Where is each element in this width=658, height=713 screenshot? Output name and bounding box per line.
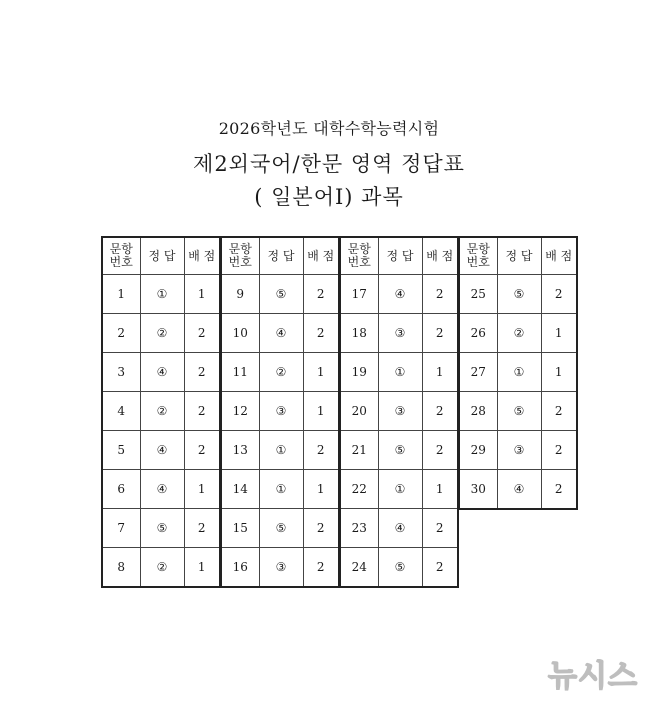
table-row [102,548,220,588]
score-header: 배 점 [541,237,577,275]
score-cell: 1 [303,470,339,509]
exam-year-title: 2026학년도 대학수학능력시험 [218,119,440,138]
score-cell: 2 [184,509,220,548]
question-number-cell: 5 [102,431,140,470]
question-number-cell: 17 [340,275,378,314]
score-header: 배 점 [303,237,339,275]
question-number-cell: 27 [459,353,497,392]
question-number-cell: 4 [102,392,140,431]
answer-cell: ② [140,392,184,431]
table-row [340,353,458,392]
table-row [340,314,458,353]
score-cell: 2 [422,314,458,353]
table-row [221,431,339,470]
answer-header: 정 답 [259,237,303,275]
question-number-cell: 30 [459,470,497,510]
answer-cell: ④ [140,470,184,509]
question-number-cell: 19 [340,353,378,392]
table-row [340,470,458,509]
score-cell: 1 [303,392,339,431]
table-row [221,275,339,314]
score-cell: 2 [541,431,577,470]
answer-cell: ③ [378,314,422,353]
question-number-cell: 11 [221,353,259,392]
question-number-cell: 18 [340,314,378,353]
answer-cell: ① [378,353,422,392]
score-cell: 2 [303,431,339,470]
table-row [102,353,220,392]
table-header-row [340,237,458,275]
table-row [221,314,339,353]
question-number-cell: 13 [221,431,259,470]
table-header-row [221,237,339,275]
answer-table-block-1 [101,236,221,588]
table-row [459,314,577,353]
newsis-watermark: 뉴시스 [548,659,638,694]
question-number-header [102,237,140,275]
answer-header: 정 답 [378,237,422,275]
answer-cell: ① [378,470,422,509]
answer-cell: ⑤ [259,275,303,314]
header-label: 번호 [109,255,133,269]
table-row [459,392,577,431]
answer-cell: ④ [378,275,422,314]
score-cell: 2 [422,431,458,470]
question-number-header [221,237,259,275]
table-row [221,392,339,431]
answer-cell: ⑤ [378,548,422,588]
question-number-cell: 14 [221,470,259,509]
question-number-cell: 28 [459,392,497,431]
answer-cell: ⑤ [140,509,184,548]
answer-cell: ④ [140,431,184,470]
question-number-cell: 7 [102,509,140,548]
header-label: 번호 [347,255,371,269]
answer-cell: ③ [497,431,541,470]
score-cell: 2 [541,392,577,431]
header-label: 문항 [466,242,490,256]
table-row [102,509,220,548]
table-row [459,470,577,510]
answer-header: 정 답 [140,237,184,275]
question-number-cell: 15 [221,509,259,548]
table-row [459,353,577,392]
score-cell: 1 [303,353,339,392]
table-row [340,392,458,431]
answer-table-block-2 [220,236,340,588]
question-number-cell: 1 [102,275,140,314]
table-row [102,275,220,314]
table-row [102,392,220,431]
score-cell: 2 [184,314,220,353]
question-number-cell: 3 [102,353,140,392]
answer-cell: ② [140,314,184,353]
table-header-row [459,237,577,275]
answer-cell: ⑤ [497,275,541,314]
score-cell: 2 [184,431,220,470]
answer-cell: ② [497,314,541,353]
score-cell: 2 [422,392,458,431]
score-cell: 2 [541,470,577,510]
answer-table-block-3 [339,236,459,588]
header-label: 문항 [228,242,252,256]
question-number-cell: 23 [340,509,378,548]
answer-cell: ④ [259,314,303,353]
question-number-cell: 10 [221,314,259,353]
score-cell: 1 [541,353,577,392]
question-number-cell: 2 [102,314,140,353]
question-number-cell: 16 [221,548,259,588]
score-cell: 1 [184,470,220,509]
table-row [340,275,458,314]
table-row [221,509,339,548]
answer-cell: ④ [378,509,422,548]
question-number-cell: 29 [459,431,497,470]
score-cell: 2 [184,392,220,431]
answer-cell: ③ [259,548,303,588]
question-number-cell: 22 [340,470,378,509]
table-row [102,431,220,470]
score-cell: 2 [422,275,458,314]
table-row [221,470,339,509]
answer-cell: ① [259,470,303,509]
answer-cell: ④ [497,470,541,510]
answer-cell: ① [497,353,541,392]
answer-table-block-4 [458,236,578,510]
answer-cell: ② [140,548,184,588]
score-cell: 2 [541,275,577,314]
score-cell: 1 [422,470,458,509]
question-number-cell: 6 [102,470,140,509]
score-cell: 2 [422,509,458,548]
score-cell: 2 [303,548,339,588]
header-label: 번호 [228,255,252,269]
table-row [340,431,458,470]
answer-cell: ⑤ [259,509,303,548]
answer-sheet-title: 제2외국어/한문 영역 정답표 [193,152,465,176]
subject-title: ( 일본어Ⅰ) 과목 [254,185,404,209]
table-row [340,509,458,548]
score-cell: 1 [184,548,220,588]
question-number-cell: 25 [459,275,497,314]
score-cell: 1 [541,314,577,353]
score-cell: 2 [184,353,220,392]
answer-cell: ② [259,353,303,392]
score-cell: 2 [303,275,339,314]
score-cell: 1 [184,275,220,314]
answer-header: 정 답 [497,237,541,275]
question-number-cell: 21 [340,431,378,470]
table-row [221,548,339,588]
score-cell: 2 [422,548,458,588]
answer-cell: ⑤ [378,431,422,470]
score-header: 배 점 [184,237,220,275]
table-row [221,353,339,392]
answer-cell: ⑤ [497,392,541,431]
answer-cell: ④ [140,353,184,392]
table-header-row [102,237,220,275]
table-row [459,275,577,314]
answer-cell: ③ [259,392,303,431]
question-number-cell: 12 [221,392,259,431]
question-number-cell: 9 [221,275,259,314]
question-number-header [459,237,497,275]
header-label: 번호 [466,255,490,269]
score-header: 배 점 [422,237,458,275]
header-label: 문항 [109,242,133,256]
table-row [102,470,220,509]
answer-cell: ① [140,275,184,314]
score-cell: 1 [422,353,458,392]
table-row [459,431,577,470]
table-row [340,548,458,588]
question-number-header [340,237,378,275]
score-cell: 2 [303,509,339,548]
question-number-cell: 8 [102,548,140,588]
question-number-cell: 20 [340,392,378,431]
score-cell: 2 [303,314,339,353]
table-row [102,314,220,353]
header-label: 문항 [347,242,371,256]
answer-cell: ③ [378,392,422,431]
question-number-cell: 24 [340,548,378,588]
answer-cell: ① [259,431,303,470]
question-number-cell: 26 [459,314,497,353]
